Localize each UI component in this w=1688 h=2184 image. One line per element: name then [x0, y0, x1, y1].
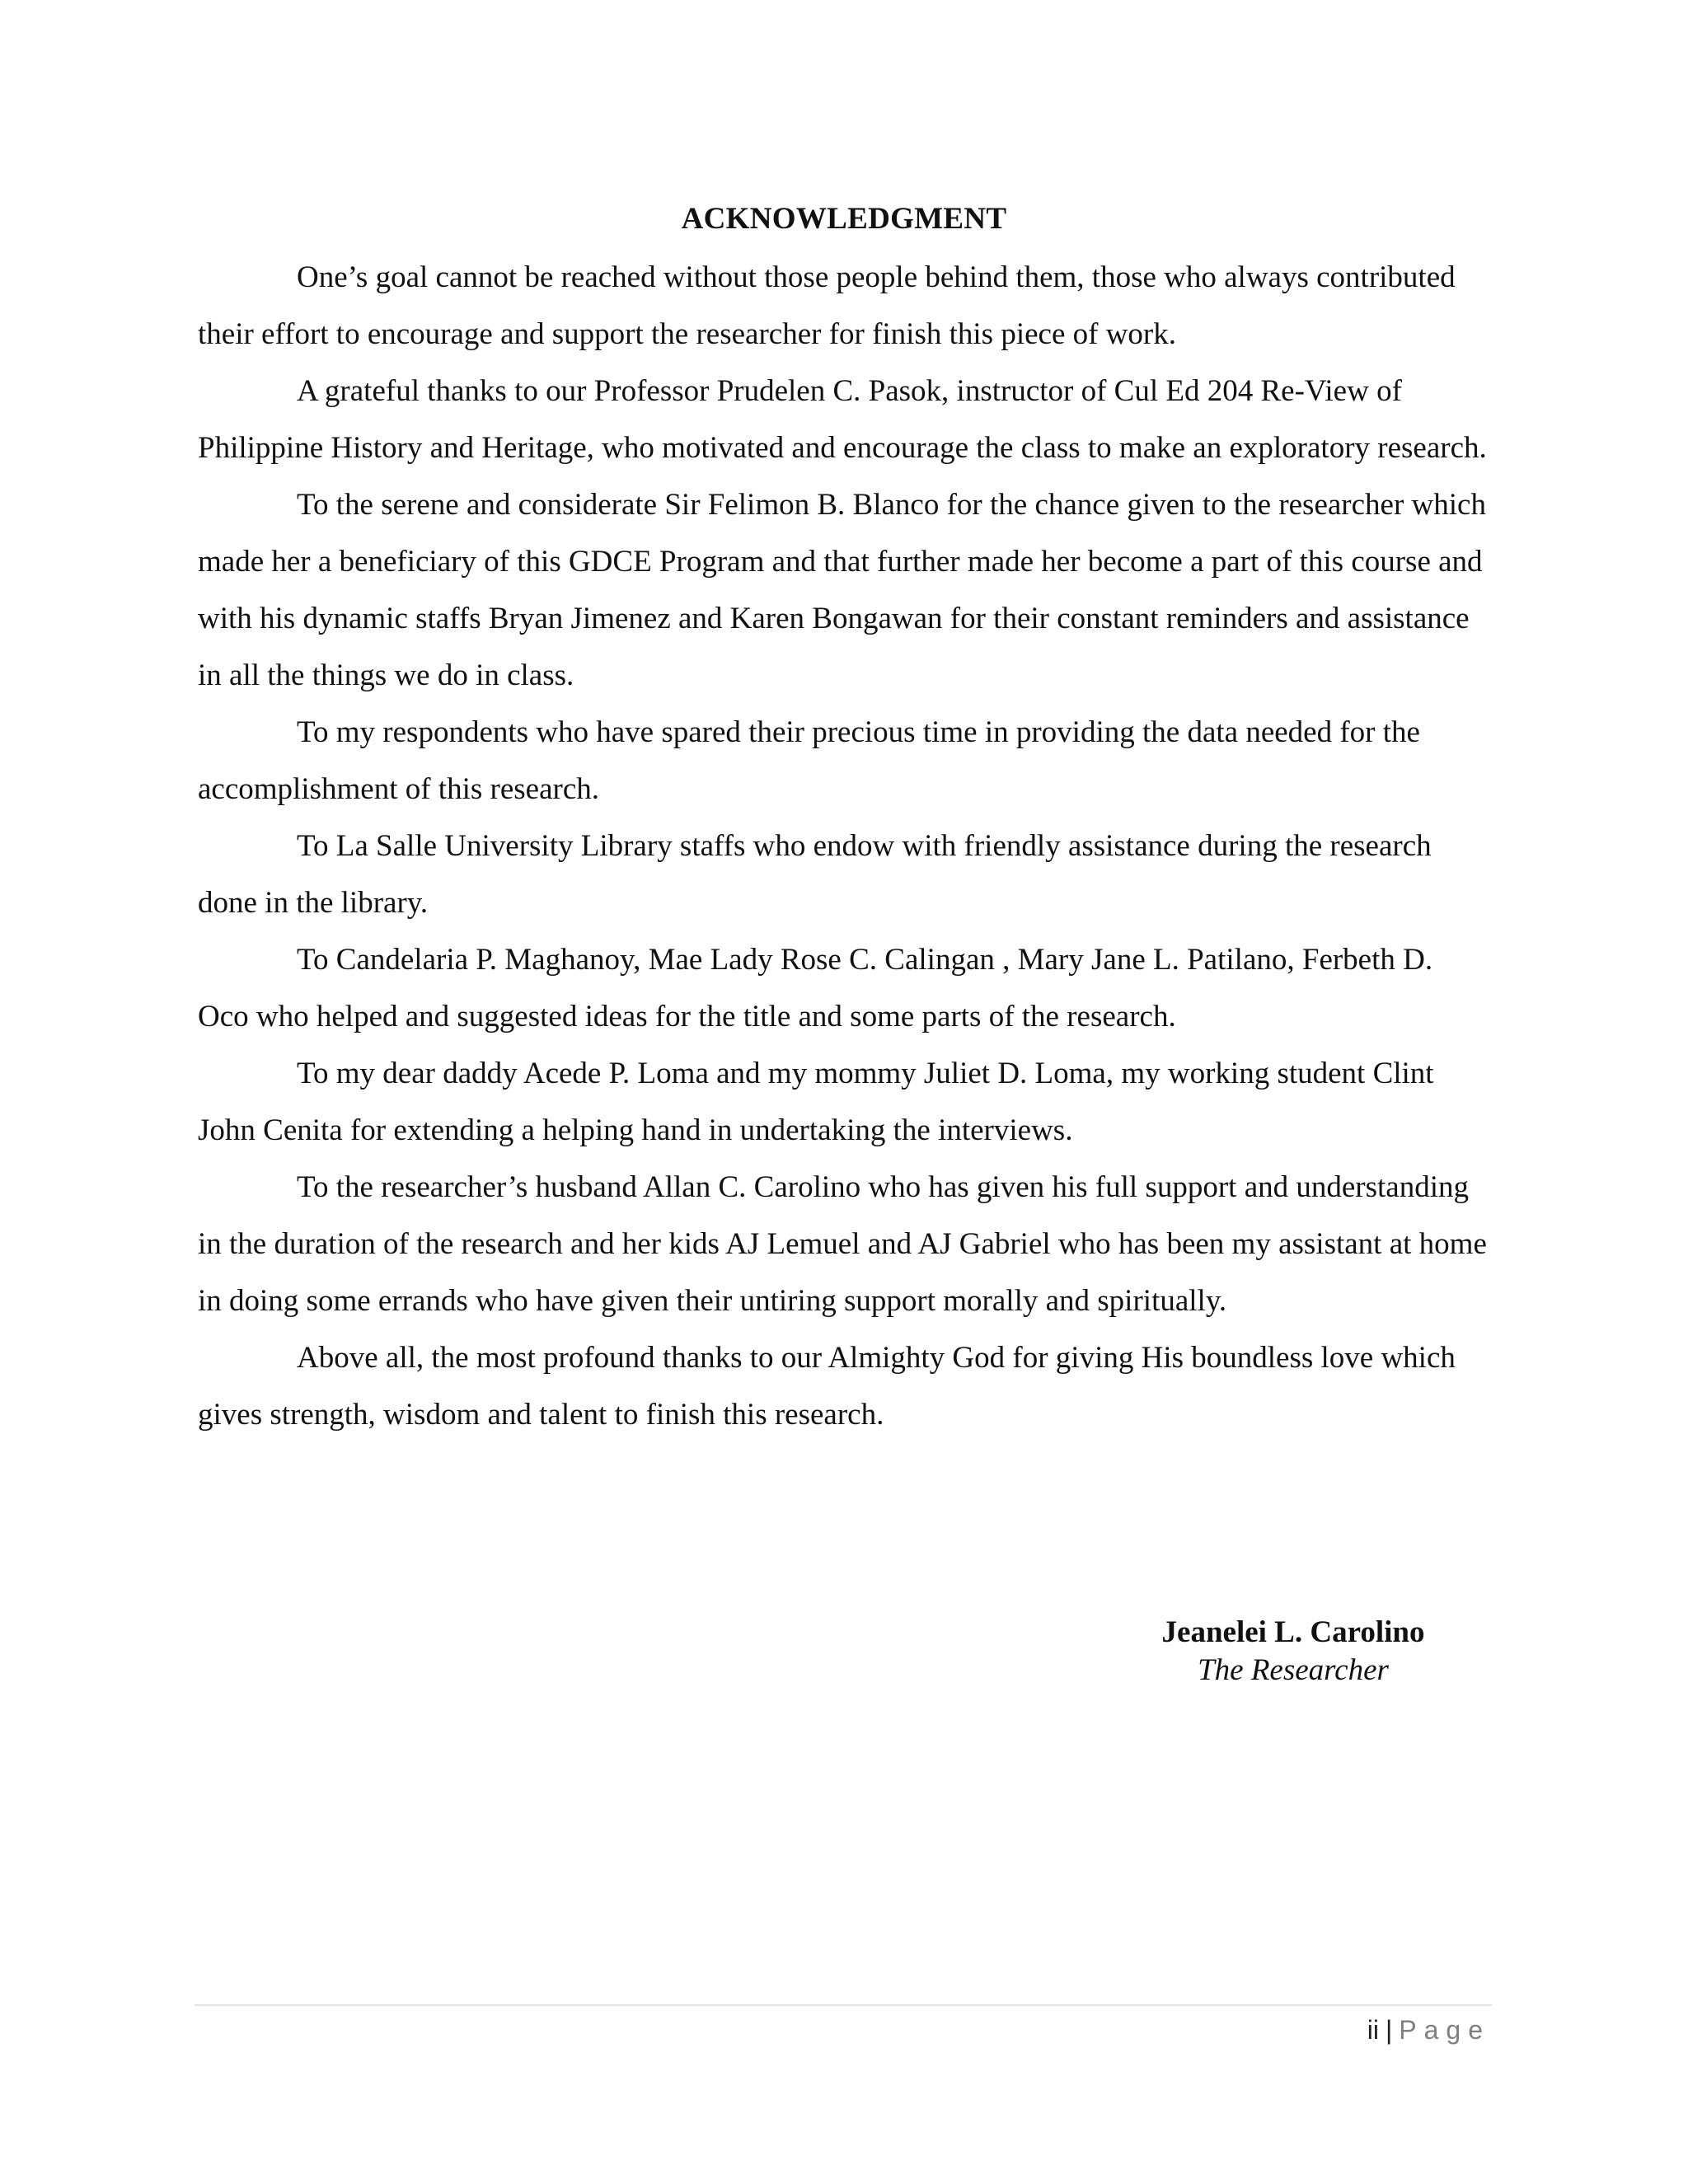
page-number: ii — [1367, 2015, 1379, 2045]
paragraph: To the researcher’s husband Allan C. Carolino who has given his full support and understanding in the duration of the research and her kids AJ Lemuel and AJ Gabriel who has been my assistant at home in doing some errands who have given their untiring support morally and spiritually. — [198, 1170, 1487, 1318]
page-title: ACKNOWLEDGMENT — [681, 202, 1007, 236]
footer-separator: | — [1385, 2015, 1393, 2045]
signature-role: The Researcher — [1198, 1653, 1389, 1687]
paragraph: To La Salle University Library staffs who endow with friendly assistance during the research done in the library. — [198, 829, 1432, 920]
paragraph: To Candelaria P. Maghanoy, Mae Lady Rose C. Calingan , Mary Jane L. Patilano, Ferbeth D. Oco who helped and suggested ideas for the title and some parts of the research. — [198, 943, 1433, 1033]
signature-block — [1071, 1614, 1515, 1690]
signature-name: Jeanelei L. Carolino — [1161, 1615, 1425, 1649]
acknowledgment-body — [198, 249, 1490, 1443]
page-label: Page — [1399, 2015, 1490, 2045]
paragraph: A grateful thanks to our Professor Prudelen C. Pasok, instructor of Cul Ed 204 Re-View of Philippine History and Heritage, who motivated and encourage the class to make an exploratory research. — [198, 374, 1487, 465]
page-footer — [1367, 2009, 1490, 2050]
paragraph: Above all, the most profound thanks to our Almighty God for giving His boundless love which gives strength, wisdom and talent to finish this research. — [198, 1341, 1456, 1432]
paragraph: To my dear daddy Acede P. Loma and my mommy Juliet D. Loma, my working student Clint John Cenita for extending a helping hand in undertaking the interviews. — [198, 1057, 1434, 1147]
paragraph: To the serene and considerate Sir Felimon B. Blanco for the chance given to the researcher which made her a beneficiary of this GDCE Program and that further made her become a part of this course and with his dynamic staffs Bryan Jimenez and Karen Bongawan for their constant reminders and assistance in all the things we do in class. — [198, 488, 1486, 692]
paragraph: One’s goal cannot be reached without those people behind them, those who always contributed their effort to encourage and support the researcher for finish this piece of work. — [198, 260, 1456, 351]
paragraph: To my respondents who have spared their precious time in providing the data needed for the accomplishment of this research. — [198, 715, 1420, 806]
footer-divider — [195, 2004, 1492, 2006]
